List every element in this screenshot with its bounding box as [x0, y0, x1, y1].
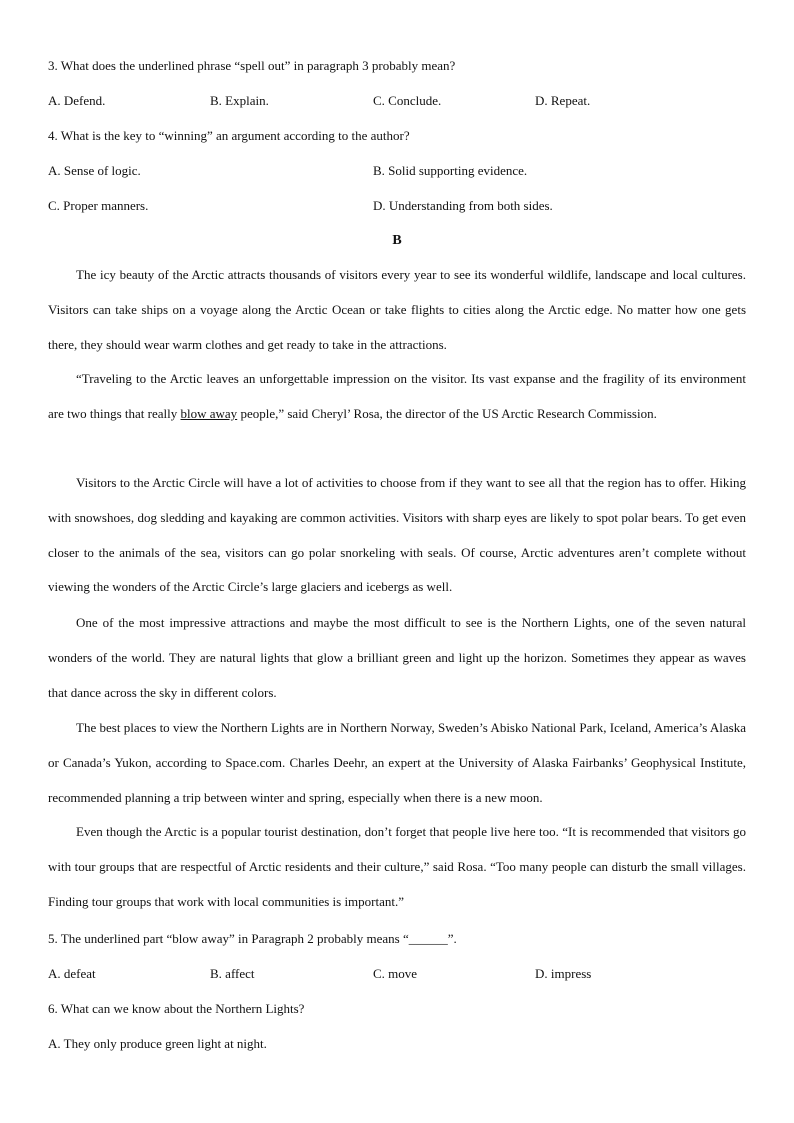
q4-option-b: B. Solid supporting evidence. [373, 163, 528, 178]
q4-option-c: C. Proper manners. [48, 198, 149, 213]
underlined-phrase-blow-away: blow away [180, 405, 238, 421]
q3-option-c: C. Conclude. [373, 93, 442, 108]
paragraph-2-text-before: “Traveling to the Arctic leaves an unforgettable impression on the visitor. Its vast expanse and the fragility of its environment are two things that really [48, 371, 746, 421]
paragraph-1: The icy beauty of the Arctic attracts thousands of visitors every year to see its wonderful wildlife, landscape and local cultures. Visitors can take ships on a voyage along the Arctic Ocean or take flights to cities along the Arctic edge. No matter how one gets there, they should wear warm clothes and get ready to take in the attractions. [48, 267, 746, 352]
q3-option-d: D. Repeat. [535, 93, 591, 108]
q3-option-b: B. Explain. [210, 93, 269, 108]
q5-option-b: B. affect [210, 966, 255, 981]
section-title: B [392, 233, 402, 248]
question-6: 6. What can we know about the Northern Lights? [48, 1001, 305, 1016]
paragraph-5: The best places to view the Northern Lights are in Northern Norway, Sweden’s Abisko National Park, Iceland, America’s Alaska or Canada’s Yukon, according to Space.com. Charles Deehr, an expert at the University of Alaska Fairbanks’ Geophysical Institute, recommended planning a trip between winter and spring, especially when there is a new moon. [48, 720, 746, 805]
question-4: 4. What is the key to “winning” an argument according to the author? [48, 128, 410, 143]
q3-option-a: A. Defend. [48, 93, 106, 108]
question-5: 5. The underlined part “blow away” in Paragraph 2 probably means “______”. [48, 931, 457, 946]
q5-option-c: C. move [373, 966, 418, 981]
q6-option-a: A. They only produce green light at night. [48, 1036, 267, 1051]
q5-option-a: A. defeat [48, 966, 96, 981]
q4-option-d: D. Understanding from both sides. [373, 198, 553, 213]
paragraph-2-text-after: people,” said Cheryl’ Rosa, the director of the US Arctic Research Commission. [237, 405, 657, 421]
paragraph-2 [48, 362, 746, 432]
paragraph-3: Visitors to the Arctic Circle will have a lot of activities to choose from if they want to see all that the region has to offer. Hiking with snowshoes, dog sledding and kayaking are common activities. Visitors with sharp eyes are likely to spot polar bears. To get even closer to the animals of the sea, visitors can go polar snorkeling with seals. Of course, Arctic adventures aren’t complete without viewing the wonders of the Arctic Circle’s large glaciers and icebergs as well. [48, 475, 746, 595]
paragraph-6: Even though the Arctic is a popular tourist destination, don’t forget that people live here too. “It is recommended that visitors go with tour groups that are respectful of Arctic residents and their culture,” said Rosa. “Too many people can disturb the small villages. Finding tour groups that work with local communities is important.” [48, 824, 746, 909]
q5-option-d: D. impress [535, 966, 592, 981]
paragraph-4: One of the most impressive attractions and maybe the most difficult to see is the Northern Lights, one of the seven natural wonders of the world. They are natural lights that glow a brilliant green and light up the horizon. Sometimes they appear as waves that dance across the sky in different colors. [48, 615, 746, 700]
question-3: 3. What does the underlined phrase “spell out” in paragraph 3 probably mean? [48, 58, 456, 73]
q4-option-a: A. Sense of logic. [48, 163, 141, 178]
